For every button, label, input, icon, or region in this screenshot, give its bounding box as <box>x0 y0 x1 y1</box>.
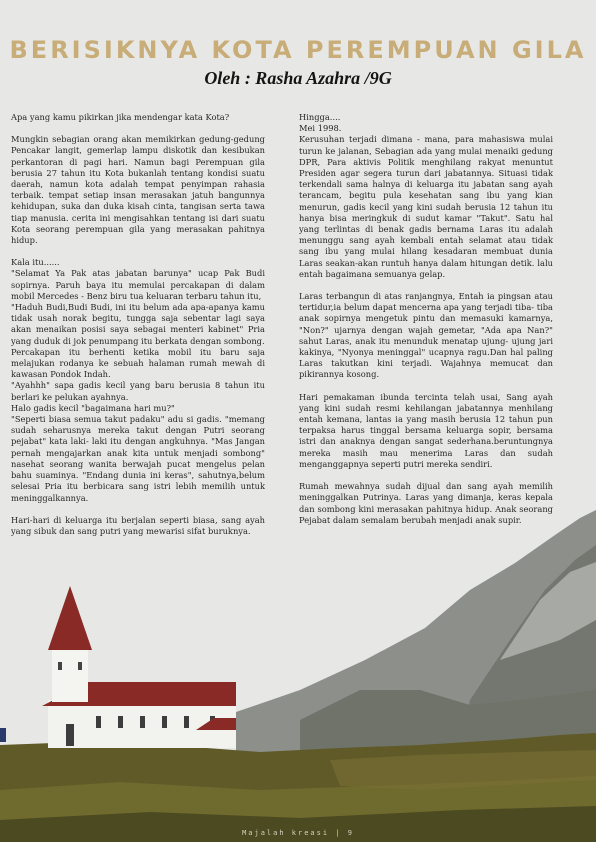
paragraph: Apa yang kamu pikirkan jika mendengar kata Kota? <box>11 112 230 122</box>
paragraph: Kerusuhan terjadi dimana - mana, para mahasiswa mulai turun ke jalanan, Sebagian ada yang mulai menaiki gedung DPR, Para aktivis Politik menghilang rakyat menuntut Presiden agar segera turun dari jabatannya. Situasi tidak terkendali sama halnya di keluarga itu jabatan sang ayah terancam, begitu pula kesehatan sang ibu yang kian menurun, gadis kecil yang kini sudah berusia 12 tahun itu hanya bisa meringkuk di sudut kamar "Takut". Satu hal yang terlintas di benak gadis bernama Laras itu adalah menunggu sang ayah kembali entah selamat atau tidak sang ibu yang mulai hilang kesadaran membuat dunia Laras seakan-akan runtuh hanya dalam hitungan detik. lalu entah bagaimana semuanya gelap. <box>299 134 553 279</box>
paragraph: Halo gadis kecil "bagaimana hari mu?" <box>11 402 175 413</box>
paragraph: Hari pemakaman ibunda tercinta telah usai, Sang ayah yang kini sudah resmi kehilangan jabatannya menhilang entah kemana, lantas ia yang masih berusia 12 tahun pun terpaksa harus tinggal bersama keluarga sopir, bersama istri dan anaknya dengan sangat sederhana.beruntungnya mereka masih mau menerima Laras dan sudah menganggapnya seperti putri mereka sendiri. <box>299 391 553 469</box>
paragraph: Hingga.... <box>299 112 341 122</box>
right-column <box>299 112 553 537</box>
paragraph: Laras terbangun di atas ranjangnya, Entah ia pingsan atau tertidur,ia belum dapat mencerna apa yang terjadi tiba- tiba anak sopirnya mengetuk pintu dan memasuki kamarnya, "Non?" ujarnya dengan wajah gemetar, "Ada apa Nan?" sahut Laras, anak itu menunduk menatap ujung- ujung jari kakinya, "Nyonya meninggal" ucapnya ragu.Dan hal paling Laras takutkan kini terjadi. Wajahnya memucat dan pikirannya kosong. <box>299 291 553 380</box>
paragraph: Kala itu...... <box>11 257 60 268</box>
page-title: BERISIKNYA KOTA PEREMPUAN GILA <box>9 36 587 64</box>
author-byline: Oleh : Rasha Azahra /9G <box>204 68 392 88</box>
paragraph: Rumah mewahnya sudah dijual dan sang ayah memilih meninggalkan Putrinya. Laras yang dimanja, keras kepala dan sombong kini merasakan pahitnya hidup. Anak seorang Pejabat dalam semalam berubah menjadi anak supir. <box>299 481 553 525</box>
paragraph: "Haduh Budi,Budi Budi, ini itu belum ada apa-apanya kamu tidak usah norak begitu, tungga saja sebentar lagi saya akan menaikan posisi saya sebagai menteri kabinet" Pria yang duduk di jok penumpang itu berkata dengan sombong. <box>11 302 265 346</box>
paragraph: "Selamat Ya Pak atas jabatan barunya" ucap Pak Budi sopirnya. Paruh baya itu memulai percakapan di dalam mobil Mercedes - Benz biru tua keluaran terbaru tahun itu, <box>11 268 265 301</box>
paragraph: "Ayahhh" sapa gadis kecil yang baru berusia 8 tahun itu berlari ke pelukan ayahnya. <box>11 380 265 402</box>
paragraph: Hari-hari di keluarga itu berjalan seperti biasa, sang ayah yang sibuk dan sang putri yang mewarisi sifat buruknya. <box>11 514 265 536</box>
paragraph: Mei 1998. <box>299 123 342 134</box>
paragraph: "Seperti biasa semua takut padaku" adu si gadis. "memang sudah seharusnya mereka takut dengan Putri seorang pejabat" kata laki- laki itu dengan angkuhnya. "Mas Jangan pernah mengajarkan anak kita untuk menjadi sombong" nasehat seorang wanita berwajah pucat mengelus pelan bahu suaminya. "Endang dunia ini keras", sahutnya,belum selesai Pria itu berbicara sang istri lebih memilih untuk meninggalkannya. <box>11 414 265 503</box>
left-column <box>11 112 265 548</box>
page-footer: Majalah kreasi | 9 <box>242 829 354 837</box>
paragraph: Percakapan itu berhenti ketika mobil itu baru saja melajukan rodanya ke sebuah halaman rumah mewah di kawasan Pondok Indah. <box>11 346 265 380</box>
paragraph: Mungkin sebagian orang akan memikirkan gedung-gedung Pencakar langit, gemerlap lampu diskotik dan kesibukan perkantoran di pagi hari. Namun bagi Perempuan gila berusia 27 tahun itu Kota bukanlah tentang kondisi suatu daerah, namun kota adalah tempat penyimpan rahasia terbaik. tempat setiap insan merasakan jatuh bangunnya kehidupan, suka dan duka kisah cinta, tangisan serta tawa tiap manusia. cerita ini mengisahkan tentang isi dari suatu Kota seorang perempuan gila yang merasakan pahitnya hidup. <box>11 134 265 246</box>
